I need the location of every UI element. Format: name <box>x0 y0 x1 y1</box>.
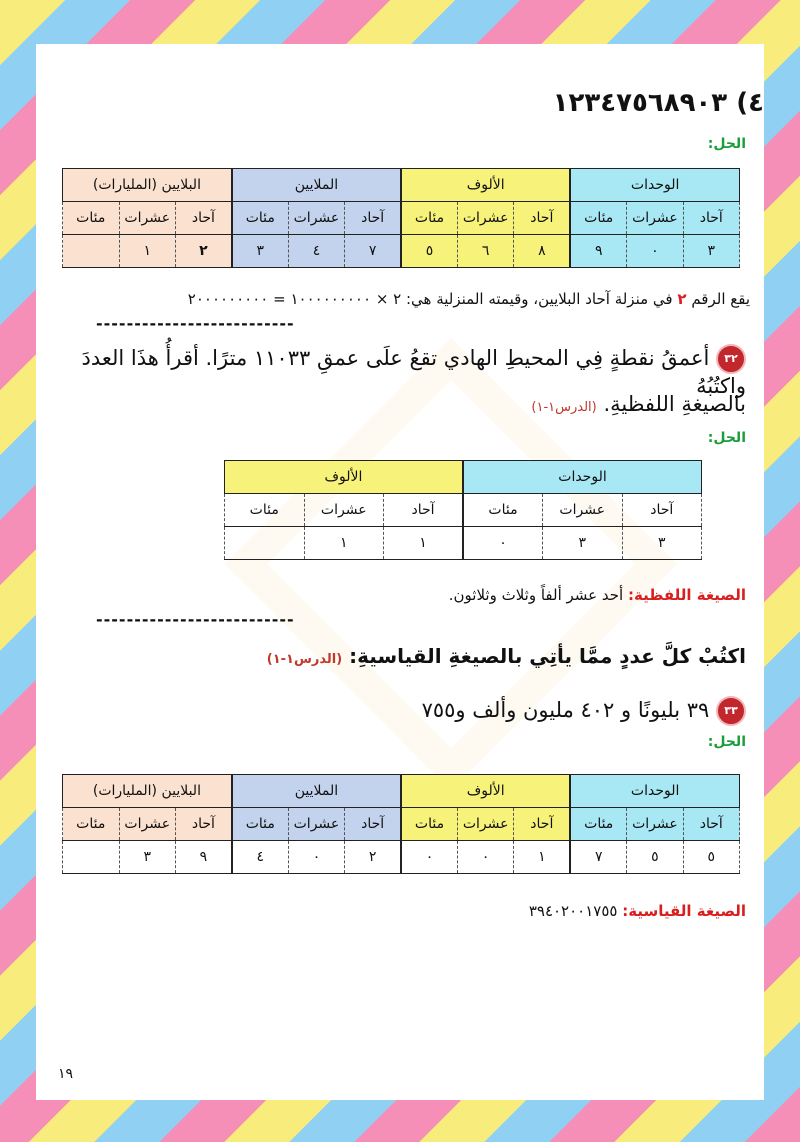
q4-place-value-table <box>62 168 740 268</box>
separator-line: -------------------------- <box>96 610 295 629</box>
q4-solution-label: الحل: <box>707 136 746 152</box>
separator-line: -------------------------- <box>96 314 295 333</box>
q33-standard-answer <box>46 902 746 920</box>
section-lesson-ref: (الدرس١-١) <box>266 652 343 667</box>
digit-cell: ٣ <box>683 235 739 268</box>
digit-cell: ٠ <box>457 841 513 874</box>
q33-solution-label: الحل: <box>707 734 746 750</box>
digit-cell: ٧ <box>570 841 626 874</box>
page-number: ١٩ <box>58 1066 74 1082</box>
sub-tens: عشرات <box>627 202 683 235</box>
sub-tens: عشرات <box>543 494 623 527</box>
digit-cell: ١ <box>514 841 570 874</box>
q32-text1: أعمقُ نقطةٍ فِي المحيطِ الهادي تقعُ علَى عمقِ ١١٠٣٣ مترًا. أقرأُ هذَا العددَ واكتُبُهُ <box>81 346 746 398</box>
q32-lesson-ref: (الدرس١-١) <box>531 400 597 415</box>
sub-ones: آحاد <box>514 808 570 841</box>
group-millions: الملايين <box>232 169 401 202</box>
sub-hundreds: مئات <box>63 808 120 841</box>
sub-ones: آحاد <box>622 494 702 527</box>
sub-hundreds: مئات <box>463 494 543 527</box>
digit-cell <box>63 235 120 268</box>
q4-explanation <box>50 290 750 308</box>
digit-cell: ٦ <box>457 235 513 268</box>
sub-ones: آحاد <box>345 808 401 841</box>
q33-standard-label: الصيغة القياسية: <box>622 902 746 920</box>
group-units: الوحدات <box>570 775 739 808</box>
digit-cell: ٥ <box>627 841 683 874</box>
group-millions: الملايين <box>232 775 401 808</box>
sub-ones: آحاد <box>683 202 739 235</box>
worksheet-page <box>36 44 764 1100</box>
group-thousands: الألوف <box>225 461 464 494</box>
digit-cell <box>225 527 305 560</box>
sub-hundreds: مئات <box>401 808 457 841</box>
sub-hundreds: مئات <box>232 202 288 235</box>
sub-tens: عشرات <box>288 202 344 235</box>
sub-hundreds: مئات <box>63 202 120 235</box>
sub-tens: عشرات <box>627 808 683 841</box>
highlighted-digit-cell: ٢ <box>175 235 231 268</box>
sub-ones: آحاد <box>384 494 464 527</box>
q32-verbal-value: أحد عشر ألفاً وثلاث وثلاثون. <box>448 586 624 604</box>
q33-standard-value: ٣٩٤٠٢٠٠١٧٥٥ <box>528 902 618 920</box>
q4-explanation-pre: يقع الرقم <box>691 290 750 308</box>
digit-cell: ١ <box>384 527 464 560</box>
digit-cell: ٣ <box>119 841 175 874</box>
digit-cell: ٢ <box>345 841 401 874</box>
digit-cell: ٣ <box>622 527 702 560</box>
sub-hundreds: مئات <box>570 808 626 841</box>
q4-number: ١٢٣٤٧٥٦٨٩٠٣ <box>552 88 728 118</box>
digit-cell: ٥ <box>401 235 457 268</box>
digit-cell: ٠ <box>288 841 344 874</box>
digit-cell: ٤ <box>288 235 344 268</box>
q32-text2: بالصيغةِ اللفظيةِ. <box>603 392 746 416</box>
digit-cell <box>63 841 120 874</box>
q33-text-line <box>46 696 746 726</box>
sub-hundreds: مئات <box>401 202 457 235</box>
sub-hundreds: مئات <box>570 202 626 235</box>
q33-place-value-table <box>62 774 740 874</box>
q33-text: ٣٩ بليونًا و ٤٠٢ مليون وألف و٧٥٥ <box>421 698 710 722</box>
group-thousands: الألوف <box>401 169 570 202</box>
q32-badge: ٣٢ <box>716 344 746 374</box>
digit-cell: ٠ <box>401 841 457 874</box>
q32-verbal-answer <box>46 586 746 604</box>
sub-tens: عشرات <box>304 494 384 527</box>
q32-place-value-table <box>224 460 702 560</box>
sub-tens: عشرات <box>457 202 513 235</box>
digit-cell: ٣ <box>232 235 288 268</box>
sub-ones: آحاد <box>514 202 570 235</box>
digit-cell: ٩ <box>570 235 626 268</box>
q4-explanation-digit: ٢ <box>677 290 687 308</box>
digit-cell: ١ <box>119 235 175 268</box>
group-units: الوحدات <box>570 169 739 202</box>
digit-cell: ٠ <box>627 235 683 268</box>
section-heading <box>46 644 746 668</box>
group-units: الوحدات <box>463 461 702 494</box>
sub-ones: آحاد <box>683 808 739 841</box>
digit-cell: ٨ <box>514 235 570 268</box>
sub-hundreds: مئات <box>225 494 305 527</box>
sub-ones: آحاد <box>345 202 401 235</box>
q32-text-line1 <box>46 344 746 398</box>
sub-tens: عشرات <box>119 202 175 235</box>
q32-verbal-label: الصيغة اللفظية: <box>628 586 746 604</box>
digit-cell: ٠ <box>463 527 543 560</box>
group-billions: البلايين (المليارات) <box>63 169 232 202</box>
group-thousands: الألوف <box>401 775 570 808</box>
sub-tens: عشرات <box>457 808 513 841</box>
q4-explanation-post: في منزلة آحاد البلايين، وقيمته المنزلية هي: ٢ × ١٠٠٠٠٠٠٠٠٠ = ٢٠٠٠٠٠٠٠٠٠ <box>187 290 673 308</box>
q4-header <box>64 88 764 118</box>
q32-solution-label: الحل: <box>707 430 746 446</box>
q33-badge: ٣٣ <box>716 696 746 726</box>
digit-cell: ٧ <box>345 235 401 268</box>
group-billions: البلايين (المليارات) <box>63 775 232 808</box>
sub-tens: عشرات <box>119 808 175 841</box>
section-title: اكتُبْ كلَّ عددٍ ممَّا يأتِي بالصيغةِ القياسيةِ: <box>349 644 746 668</box>
digit-cell: ١ <box>304 527 384 560</box>
q4-label: ٤) <box>736 88 764 118</box>
digit-cell: ٩ <box>175 841 231 874</box>
sub-tens: عشرات <box>288 808 344 841</box>
sub-ones: آحاد <box>175 202 231 235</box>
digit-cell: ٤ <box>232 841 288 874</box>
digit-cell: ٥ <box>683 841 739 874</box>
q32-text-line2 <box>56 392 746 416</box>
sub-ones: آحاد <box>175 808 231 841</box>
digit-cell: ٣ <box>543 527 623 560</box>
sub-hundreds: مئات <box>232 808 288 841</box>
